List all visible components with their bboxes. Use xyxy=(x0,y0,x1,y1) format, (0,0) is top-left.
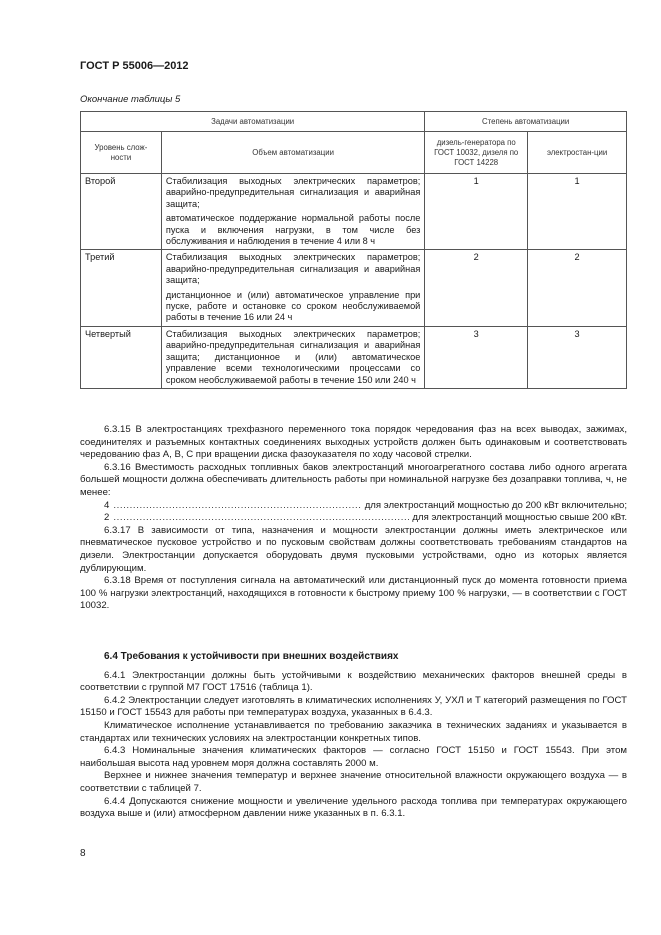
section-6-3-text xyxy=(80,424,627,613)
leader-dots xyxy=(113,512,409,525)
scope-cell xyxy=(161,174,424,250)
header-station: электростан-ции xyxy=(528,132,627,174)
scope-cell xyxy=(161,326,424,388)
header-level: Уровень слож-ности xyxy=(81,132,162,174)
degree-station-cell: 2 xyxy=(528,250,627,326)
header-degree: Степень автоматизации xyxy=(425,112,627,132)
scope-text: Стабилизация выходных электрических параметров; аварийно-предупредительная сигнализация и аварийная защита; дистанционное и (или) автоматическое управление всеми технологическими процессами со сроком необслуживаемой работы в течение 150 или 240 ч xyxy=(165,328,421,385)
paragraph-6-4-2: 6.4.2 Электростанции следует изготовлять в климатических исполнениях У, УХЛ и Т категорий размещения по ГОСТ 15150 и ГОСТ 15543 для работы при температурах воздуха, указанных в 6.4.3. xyxy=(80,694,627,719)
level-cell: Второй xyxy=(81,174,162,250)
scope-text: Стабилизация выходных электрических параметров; аварийно-предупредительная сигнализация и аварийная защита; xyxy=(165,252,421,286)
page-number: 8 xyxy=(80,848,86,859)
table-row xyxy=(81,174,627,250)
header-scope: Объем автоматизации xyxy=(161,132,424,174)
level-cell: Третий xyxy=(81,250,162,326)
paragraph-6-4-1: 6.4.1 Электростанции должны быть устойчивыми к воздействию механических факторов внешней среды в соответствии с группой М7 ГОСТ 17516 (таблица 1). xyxy=(80,669,627,694)
scope-text: дистанционное и (или) автоматическое управление при пуске, работе и остановке со сроком необслуживаемой работы в течение 16 или 24 ч xyxy=(165,289,421,323)
section-6-4-text xyxy=(80,645,627,821)
scope-text: Стабилизация выходных электрических параметров; аварийно-предупредительная сигнализация и аварийная защита; xyxy=(165,176,421,209)
paragraph-6-4-3: 6.4.3 Номинальные значения климатических факторов — согласно ГОСТ 15150 и ГОСТ 15543. При этом наибольшая высота над уровнем моря должна составлять 2000 м. xyxy=(80,745,627,769)
table-row xyxy=(81,326,627,388)
header-tasks: Задачи автоматизации xyxy=(81,112,425,132)
paragraph-6-3-15: 6.3.15 В электростанциях трехфазного переменного тока порядок чередования фаз на всех выводах, зажимах, соединителях и разъемных контактных соединениях выходных устройств должен быть одинаковым и соответствовать чередованию фаз А, В, С при вращении диска фазоуказателя по ходу часовой стрелки. xyxy=(80,424,627,461)
degree-station-cell: 3 xyxy=(528,326,627,388)
section-heading-6-4: 6.4 Требования к устойчивости при внешних воздействиях xyxy=(104,651,399,662)
scope-cell xyxy=(161,250,424,326)
paragraph-6-3-18: 6.3.18 Время от поступления сигнала на автоматический или дистанционный пуск до момента готовности приема 100 % нагрузки электростанций, находящихся в готовности к быстрому приему 100 % нагрузки, — в соответствии с ГОСТ 10032. xyxy=(80,575,627,612)
degree-station-cell: 1 xyxy=(528,174,627,250)
degree-diesel-cell: 2 xyxy=(425,250,528,326)
automation-table xyxy=(80,111,627,389)
paragraph-6-3-17: 6.3.17 В зависимости от типа, назначения и мощности электростанции должны иметь электрическое или пневматическое пусковое устройство и по пусковым свойствам должны соответствовать требованиям стандартов на дизели. Электростанции допускается оборудовать двумя пусковыми устройствами, одно из которых является дублирующим. xyxy=(80,524,627,574)
fuel-condition-text: для электростанций мощностью свыше 200 кВт. xyxy=(412,512,627,524)
degree-diesel-cell: 1 xyxy=(425,174,528,250)
fuel-duration-line xyxy=(80,512,627,525)
fuel-hours-value: 2 xyxy=(104,512,110,524)
fuel-condition-text: для электростанций мощностью до 200 кВт включительно; xyxy=(364,499,627,511)
paragraph-6-3-16: 6.3.16 Вместимость расходных топливных баков электростанций многоагрегатного состава либо одного агрегата большей мощности должна обеспечивать длительность работы при номинальной нагрузке без дозаправки топлива, ч, не менее: xyxy=(80,461,627,498)
fuel-duration-line xyxy=(80,500,627,513)
fuel-hours-value: 4 xyxy=(104,499,110,511)
paragraph-6-4-3-b: Верхнее и нижнее значения температур и верхнее значение относительной влажности окружающего воздуха — в соответствии с таблицей 7. xyxy=(80,770,627,794)
table-caption: Окончание таблицы 5 xyxy=(80,94,181,105)
paragraph-6-4-4: 6.4.4 Допускаются снижение мощности и увеличение удельного расхода топлива при температурах окружающего воздуха выше и (или) атмосферном давлении ниже указанных в п. 6.3.1. xyxy=(80,795,627,820)
document-header: ГОСТ Р 55006—2012 xyxy=(80,60,189,72)
paragraph-6-4-2-b: Климатическое исполнение устанавливается по требованию заказчика в технических заданиях и указывается в стандартах или технических условиях на электростанции конкретных типов. xyxy=(80,719,627,744)
table-row xyxy=(81,250,627,326)
scope-text: автоматическое поддержание нормальной работы после пуска и включения нагрузки, в том числе без обслуживания и наблюдения в течение 4 или 8 ч xyxy=(165,213,421,247)
leader-dots xyxy=(113,500,361,513)
degree-diesel-cell: 3 xyxy=(425,326,528,388)
level-cell: Четвертый xyxy=(81,326,162,388)
header-diesel: дизель-генератора по ГОСТ 10032, дизеля по ГОСТ 14228 xyxy=(425,132,528,174)
